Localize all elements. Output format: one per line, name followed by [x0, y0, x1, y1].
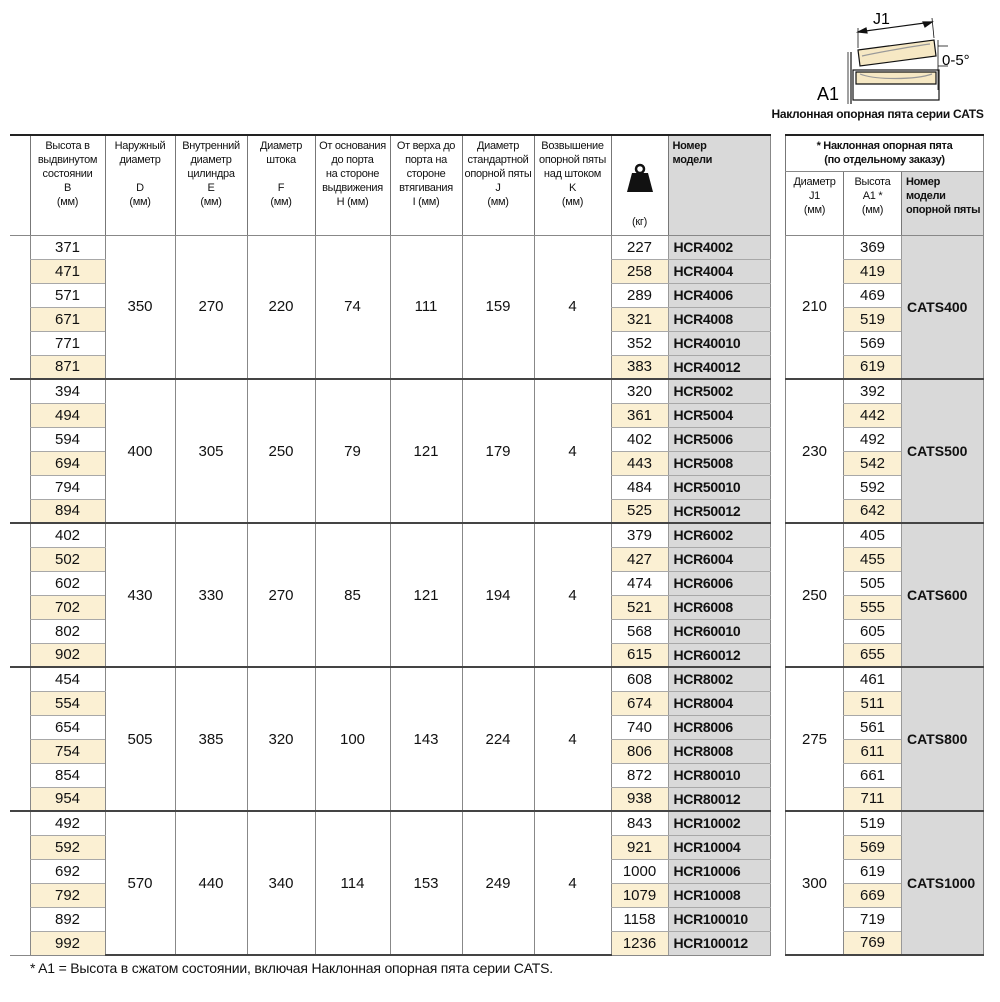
cell-d: 505	[105, 667, 175, 811]
header-line: Диаметр	[476, 140, 520, 152]
cell-weight: 258	[611, 259, 668, 283]
cell-model-number: HCR10002	[668, 811, 770, 835]
cell-i: 121	[390, 379, 462, 523]
cell-saddle-a1: 592	[844, 475, 902, 499]
cell-saddle-a1: 519	[844, 307, 902, 331]
saddle-row	[786, 811, 984, 835]
cell-saddle-a1: 461	[844, 667, 902, 691]
cell-model-number: HCR10008	[668, 883, 770, 907]
saddle-drawing	[848, 18, 948, 104]
header-line: стороне	[406, 168, 446, 180]
cell-saddle-a1: 405	[844, 523, 902, 547]
cell-saddle-a1: 619	[844, 859, 902, 883]
header-height-b	[30, 135, 105, 235]
cell-i: 153	[390, 811, 462, 955]
header-line: I (мм)	[412, 196, 440, 208]
header-line: Номер	[672, 140, 707, 152]
header-line: H (мм)	[336, 196, 369, 208]
cell-model-number: HCR100010	[668, 907, 770, 931]
row-spacer	[10, 355, 30, 379]
table-row	[10, 235, 770, 259]
cell-j: 159	[462, 235, 534, 379]
saddle-header-row	[786, 171, 984, 235]
cell-model-number: HCR80010	[668, 763, 770, 787]
cell-d: 350	[105, 235, 175, 379]
cell-height-b: 671	[30, 307, 105, 331]
cell-d: 400	[105, 379, 175, 523]
cell-f: 220	[247, 235, 315, 379]
row-spacer	[10, 235, 30, 259]
cell-weight: 521	[611, 595, 668, 619]
cell-height-b: 794	[30, 475, 105, 499]
cell-model-number: HCR4008	[668, 307, 770, 331]
row-spacer	[10, 595, 30, 619]
cell-saddle-a1: 369	[844, 235, 902, 259]
cell-model-number: HCR6004	[668, 547, 770, 571]
cell-f: 250	[247, 379, 315, 523]
cell-height-b: 702	[30, 595, 105, 619]
cell-height-b: 492	[30, 811, 105, 835]
cell-model-number: HCR80012	[668, 787, 770, 811]
cell-weight: 427	[611, 547, 668, 571]
header-line: Диаметр	[793, 175, 836, 188]
cell-saddle-a1: 492	[844, 427, 902, 451]
cell-weight: 402	[611, 427, 668, 451]
header-saddle-diameter-j	[462, 135, 534, 235]
cell-h: 114	[315, 811, 390, 955]
cell-weight: 740	[611, 715, 668, 739]
row-spacer	[10, 691, 30, 715]
header-line: F	[277, 182, 285, 194]
header-line	[248, 167, 315, 181]
cell-model-number: HCR6006	[668, 571, 770, 595]
cell-weight: 843	[611, 811, 668, 835]
cell-e: 270	[175, 235, 247, 379]
cell-saddle-a1: 511	[844, 691, 902, 715]
cell-height-b: 894	[30, 499, 105, 523]
header-line: (мм)	[803, 203, 826, 216]
cell-saddle-j1: 250	[786, 523, 844, 667]
row-spacer	[10, 379, 30, 403]
table-row	[10, 379, 770, 403]
cell-model-number: HCR100012	[668, 931, 770, 955]
row-spacer	[10, 715, 30, 739]
cell-model-number: HCR4004	[668, 259, 770, 283]
table-row	[10, 667, 770, 691]
saddle-row	[786, 667, 984, 691]
saddle-row	[786, 523, 984, 547]
cell-model-number: HCR50012	[668, 499, 770, 523]
cell-saddle-a1: 605	[844, 619, 902, 643]
cell-saddle-a1: 455	[844, 547, 902, 571]
header-line: (мм)	[861, 203, 884, 216]
cell-height-b: 754	[30, 739, 105, 763]
row-spacer	[10, 619, 30, 643]
cell-model-number: HCR40010	[668, 331, 770, 355]
cell-e: 440	[175, 811, 247, 955]
cell-saddle-j1: 275	[786, 667, 844, 811]
header-line: модели	[906, 189, 946, 202]
cell-k: 4	[534, 667, 611, 811]
cell-weight: 674	[611, 691, 668, 715]
cell-height-b: 654	[30, 715, 105, 739]
cell-weight: 320	[611, 379, 668, 403]
header-saddle-j1	[786, 171, 844, 235]
cell-model-number: HCR10004	[668, 835, 770, 859]
cell-d: 570	[105, 811, 175, 955]
cell-weight: 921	[611, 835, 668, 859]
cell-weight: 1236	[611, 931, 668, 955]
cell-model-number: HCR10006	[668, 859, 770, 883]
cell-height-b: 594	[30, 427, 105, 451]
header-line: цилиндра	[187, 168, 235, 180]
cell-k: 4	[534, 235, 611, 379]
header-line: K	[568, 182, 577, 194]
row-spacer	[10, 547, 30, 571]
row-spacer	[10, 331, 30, 355]
header-outer-diameter-d	[105, 135, 175, 235]
header-line: модели	[672, 154, 713, 166]
cell-weight: 227	[611, 235, 668, 259]
cell-model-number: HCR5004	[668, 403, 770, 427]
header-saddle-group	[786, 135, 984, 171]
cell-saddle-a1: 469	[844, 283, 902, 307]
header-line: (мм)	[200, 196, 222, 208]
cell-height-b: 954	[30, 787, 105, 811]
cell-height-b: 371	[30, 235, 105, 259]
cell-model-number: HCR60010	[668, 619, 770, 643]
header-line: Внутренний	[182, 140, 240, 152]
header-line: E	[207, 182, 215, 194]
cell-model-number: HCR5006	[668, 427, 770, 451]
header-line: (мм)	[56, 196, 79, 208]
row-spacer	[10, 787, 30, 811]
cell-saddle-a1: 569	[844, 331, 902, 355]
cell-k: 4	[534, 379, 611, 523]
cell-h: 74	[315, 235, 390, 379]
cell-k: 4	[534, 811, 611, 955]
cell-saddle-a1: 769	[844, 931, 902, 955]
cell-height-b: 494	[30, 403, 105, 427]
cell-weight: 361	[611, 403, 668, 427]
cell-saddle-a1: 655	[844, 643, 902, 667]
weight-unit-label: (кг)	[632, 215, 647, 228]
header-line: От основания	[319, 140, 386, 152]
row-spacer	[10, 403, 30, 427]
header-line: A1 *	[862, 189, 883, 202]
cell-height-b: 871	[30, 355, 105, 379]
header-saddle-a1	[844, 171, 902, 235]
cell-model-number: HCR5008	[668, 451, 770, 475]
cell-height-b: 792	[30, 883, 105, 907]
cell-saddle-a1: 611	[844, 739, 902, 763]
header-line: опорной пяты	[906, 203, 981, 216]
cell-saddle-a1: 619	[844, 355, 902, 379]
cell-weight: 1000	[611, 859, 668, 883]
header-line: Высота в	[45, 140, 90, 152]
cell-saddle-a1: 642	[844, 499, 902, 523]
cell-height-b: 694	[30, 451, 105, 475]
angle-label: 0-5°	[942, 52, 970, 69]
header-line: J1	[808, 189, 821, 202]
header-rod-diameter-f	[247, 135, 315, 235]
row-spacer	[10, 427, 30, 451]
header-line: диаметр	[119, 154, 161, 166]
cell-f: 340	[247, 811, 315, 955]
cell-saddle-model: CATS1000	[902, 811, 984, 955]
cell-saddle-j1: 300	[786, 811, 844, 955]
cell-e: 385	[175, 667, 247, 811]
cell-saddle-a1: 669	[844, 883, 902, 907]
cell-height-b: 471	[30, 259, 105, 283]
cell-saddle-j1: 230	[786, 379, 844, 523]
header-line: От верха до	[396, 140, 456, 152]
row-spacer	[10, 835, 30, 859]
cell-height-b: 802	[30, 619, 105, 643]
header-weight	[611, 135, 668, 235]
cell-weight: 474	[611, 571, 668, 595]
cell-h: 100	[315, 667, 390, 811]
cell-saddle-a1: 542	[844, 451, 902, 475]
header-line: над штоком	[543, 168, 602, 180]
row-spacer	[10, 667, 30, 691]
cell-weight: 806	[611, 739, 668, 763]
cell-weight: 321	[611, 307, 668, 331]
row-spacer	[10, 859, 30, 883]
header-line: до порта	[331, 154, 374, 166]
cell-weight: 872	[611, 763, 668, 787]
cell-saddle-j1: 210	[786, 235, 844, 379]
cell-j: 179	[462, 379, 534, 523]
header-port-h	[315, 135, 390, 235]
row-spacer	[10, 907, 30, 931]
header-line: Высота	[854, 175, 891, 188]
cell-height-b: 402	[30, 523, 105, 547]
header-line: состоянии	[42, 168, 93, 180]
cell-i: 111	[390, 235, 462, 379]
j1-label: J1	[873, 11, 890, 28]
cell-height-b: 692	[30, 859, 105, 883]
cell-height-b: 892	[30, 907, 105, 931]
cell-saddle-a1: 392	[844, 379, 902, 403]
specification-table	[10, 134, 771, 956]
cell-weight: 525	[611, 499, 668, 523]
row-spacer	[10, 571, 30, 595]
cell-e: 305	[175, 379, 247, 523]
cell-h: 79	[315, 379, 390, 523]
cell-saddle-a1: 561	[844, 715, 902, 739]
cell-height-b: 502	[30, 547, 105, 571]
table-row	[10, 811, 770, 835]
cell-model-number: HCR4002	[668, 235, 770, 259]
cell-saddle-a1: 419	[844, 259, 902, 283]
saddle-table	[785, 134, 984, 956]
header-line: на стороне	[325, 168, 380, 180]
header-line: выдвижения	[322, 182, 383, 194]
cell-model-number: HCR6008	[668, 595, 770, 619]
cell-saddle-model: CATS400	[902, 235, 984, 379]
header-port-i	[390, 135, 462, 235]
diagram-caption: Наклонная опорная пята серии CATS	[771, 107, 984, 121]
cell-saddle-a1: 505	[844, 571, 902, 595]
header-line: диаметр	[190, 154, 232, 166]
cell-height-b: 854	[30, 763, 105, 787]
row-spacer	[10, 475, 30, 499]
cell-height-b: 902	[30, 643, 105, 667]
header-line: D	[136, 182, 144, 194]
row-spacer	[10, 523, 30, 547]
cell-model-number: HCR50010	[668, 475, 770, 499]
cell-weight: 383	[611, 355, 668, 379]
cell-saddle-a1: 711	[844, 787, 902, 811]
cell-f: 320	[247, 667, 315, 811]
cell-height-b: 592	[30, 835, 105, 859]
header-line: порта на	[405, 154, 447, 166]
header-line: штока	[266, 154, 296, 166]
saddle-body	[786, 235, 984, 955]
header-line: опорной пяты	[539, 154, 606, 166]
footnote: * A1 = Высота в сжатом состоянии, включая Наклонная опорная пята серии CATS.	[30, 960, 553, 976]
cell-f: 270	[247, 523, 315, 667]
weight-icon	[626, 163, 654, 193]
cell-model-number: HCR40012	[668, 355, 770, 379]
row-spacer	[10, 499, 30, 523]
header-line: стандартной	[467, 154, 529, 166]
cell-model-number: HCR8006	[668, 715, 770, 739]
cell-weight: 443	[611, 451, 668, 475]
cell-j: 194	[462, 523, 534, 667]
cell-i: 121	[390, 523, 462, 667]
cell-model-number: HCR6002	[668, 523, 770, 547]
header-line: (мм)	[270, 196, 292, 208]
cell-saddle-model: CATS500	[902, 379, 984, 523]
cell-model-number: HCR8004	[668, 691, 770, 715]
cell-weight: 484	[611, 475, 668, 499]
header-line: опорной пяты	[464, 168, 532, 180]
row-spacer	[10, 763, 30, 787]
cell-weight: 608	[611, 667, 668, 691]
cell-height-b: 394	[30, 379, 105, 403]
cell-saddle-a1: 569	[844, 835, 902, 859]
header-line: Наружный	[114, 140, 166, 152]
cell-saddle-a1: 519	[844, 811, 902, 835]
cell-model-number: HCR8002	[668, 667, 770, 691]
cell-model-number: HCR5002	[668, 379, 770, 403]
row-spacer	[10, 643, 30, 667]
header-model-number	[668, 135, 770, 235]
table-row	[10, 523, 770, 547]
header-saddle-model	[902, 171, 984, 235]
cell-height-b: 454	[30, 667, 105, 691]
header-spacer	[10, 135, 30, 235]
row-spacer	[10, 307, 30, 331]
cell-height-b: 602	[30, 571, 105, 595]
cell-j: 249	[462, 811, 534, 955]
header-line: (мм)	[561, 196, 584, 208]
cell-saddle-model: CATS800	[902, 667, 984, 811]
cell-weight: 289	[611, 283, 668, 307]
saddle-row	[786, 379, 984, 403]
cell-weight: 1079	[611, 883, 668, 907]
specification-body	[10, 235, 770, 955]
row-spacer	[10, 931, 30, 955]
header-line: Номер	[906, 175, 940, 188]
header-line: (мм)	[487, 196, 509, 208]
cell-weight: 938	[611, 787, 668, 811]
cell-weight: 352	[611, 331, 668, 355]
header-line: (по отдельному заказу)	[824, 154, 945, 166]
cell-d: 430	[105, 523, 175, 667]
header-line	[106, 167, 175, 181]
cell-model-number: HCR60012	[668, 643, 770, 667]
header-line: Возвышение	[541, 140, 604, 152]
saddle-group-header-row	[786, 135, 984, 171]
cell-weight: 1158	[611, 907, 668, 931]
cell-height-b: 554	[30, 691, 105, 715]
cell-k: 4	[534, 523, 611, 667]
cell-saddle-a1: 719	[844, 907, 902, 931]
row-spacer	[10, 283, 30, 307]
a1-label: A1	[817, 84, 840, 104]
cell-weight: 615	[611, 643, 668, 667]
cell-saddle-model: CATS600	[902, 523, 984, 667]
row-spacer	[10, 259, 30, 283]
header-inner-diameter-e	[175, 135, 247, 235]
cell-saddle-a1: 555	[844, 595, 902, 619]
header-saddle-protrusion-k	[534, 135, 611, 235]
cell-height-b: 571	[30, 283, 105, 307]
cell-model-number: HCR8008	[668, 739, 770, 763]
cell-weight: 568	[611, 619, 668, 643]
cell-model-number: HCR4006	[668, 283, 770, 307]
header-line: (мм)	[129, 196, 151, 208]
cell-height-b: 992	[30, 931, 105, 955]
header-line: * Наклонная опорная пята	[816, 140, 953, 152]
header-line: Диаметр	[259, 140, 303, 152]
header-line: J	[495, 182, 501, 194]
header-line: B	[63, 182, 72, 194]
header-line: выдвинутом	[37, 154, 98, 166]
cell-j: 224	[462, 667, 534, 811]
row-spacer	[10, 451, 30, 475]
row-spacer	[10, 883, 30, 907]
row-spacer	[10, 811, 30, 835]
header-line: втягивания	[399, 182, 453, 194]
cell-e: 330	[175, 523, 247, 667]
row-spacer	[10, 739, 30, 763]
cell-h: 85	[315, 523, 390, 667]
cell-height-b: 771	[30, 331, 105, 355]
cell-weight: 379	[611, 523, 668, 547]
saddle-row	[786, 235, 984, 259]
cell-i: 143	[390, 667, 462, 811]
cell-saddle-a1: 661	[844, 763, 902, 787]
header-row	[10, 135, 770, 235]
cell-saddle-a1: 442	[844, 403, 902, 427]
